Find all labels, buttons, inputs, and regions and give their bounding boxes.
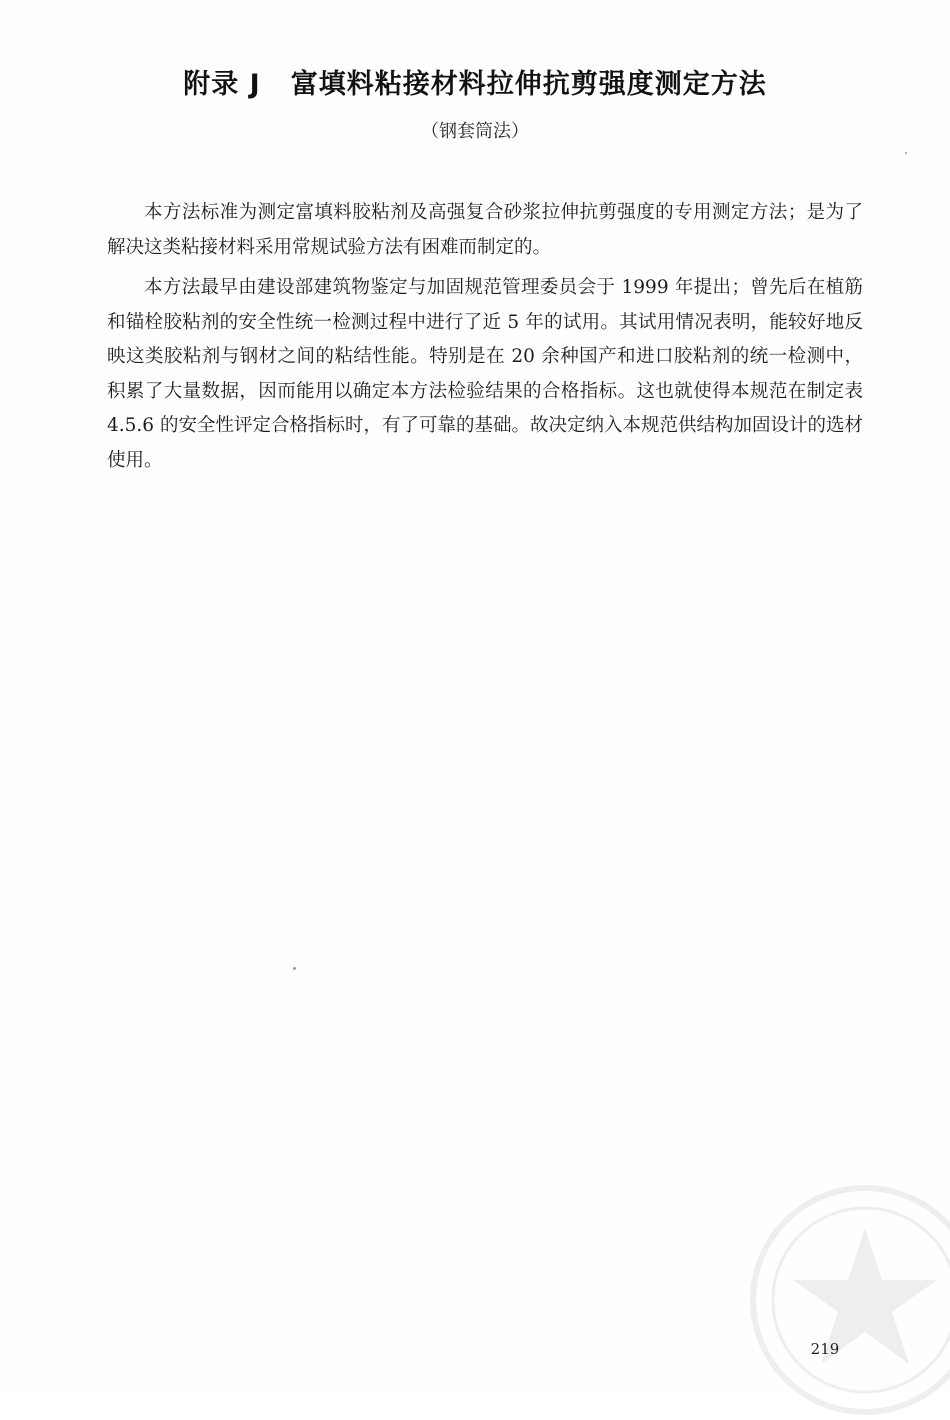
body-text	[107, 196, 863, 484]
scan-speck	[293, 967, 296, 970]
subtitle: （钢套筒法）	[421, 121, 529, 142]
scan-speck	[905, 152, 907, 154]
paragraph-2: 本方法最早由建设部建筑物鉴定与加固规范管理委员会于 1999 年提出；曾先后在植筋和锚栓胶粘剂的安全性统一检测过程中进行了近 5 年的试用。其试用情况表明，能较好地反映这类胶粘剂与钢材之间的粘结性能。特别是在 20 余种国产和进口胶粘剂的统一检测中，积累了大量数据，因而能用以确定本方法检验结果的合格指标。这也就使得本规范在制定表 4.5.6 的安全性评定合格指标时，有了可靠的基础。故决定纳入本规范供结构加固设计的选材使用。	[107, 277, 863, 471]
paragraph-1: 本方法标准为测定富填料胶粘剂及高强复合砂浆拉伸抗剪强度的专用测定方法；是为了解决这类粘接材料采用常规试验方法有困难而制定的。	[107, 202, 863, 258]
appendix-label: 附录 J	[183, 69, 261, 100]
title-text: 富填料粘接材料拉伸抗剪强度测定方法	[290, 69, 767, 100]
watermark-seal-icon	[745, 1180, 950, 1420]
page-title	[0, 62, 950, 101]
page-number: 219	[810, 1340, 840, 1358]
